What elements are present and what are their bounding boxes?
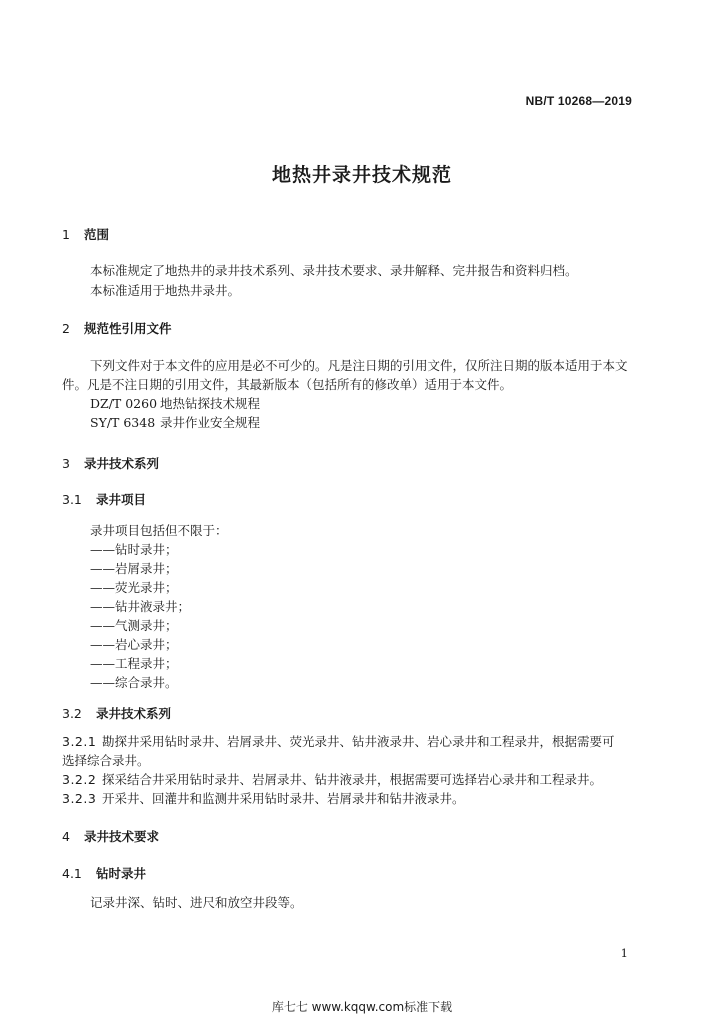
section-title: 规范性引用文件 <box>84 321 172 336</box>
clause-number: 3.2.1 <box>62 734 97 749</box>
refs-intro-line-2: 件。凡是不注日期的引用文件，其最新版本（包括所有的修改单）适用于本文件。 <box>62 377 513 392</box>
section-4-heading <box>62 827 159 845</box>
clause-3-2-2 <box>62 770 602 789</box>
reference-title: 地热钻探技术规程 <box>160 396 261 411</box>
section-title: 录井技术要求 <box>84 829 160 844</box>
clause-text: 勘探井采用钻时录井、岩屑录井、荧光录井、钻井液录井、岩心录井和工程录井，根据需要可 <box>102 734 615 749</box>
document-title: 地热井录井技术规范 <box>271 164 452 186</box>
subsection-title: 钻时录井 <box>96 866 147 881</box>
subsection-title: 录井技术系列 <box>96 706 172 721</box>
clause-text: 开采井、回灌井和监测井采用钻时录井、岩屑录井和钻井液录井。 <box>102 791 465 806</box>
refs-intro-line-1: 下列文件对于本文件的应用是必不可少的。凡是注日期的引用文件，仅所注日期的版本适用于本文 <box>90 358 628 373</box>
drilling-time-logging-text: 记录井深、钻时、进尺和放空井段等。 <box>90 895 303 910</box>
subsection-3-2-heading <box>62 704 171 722</box>
standard-code: NB/T 10268—2019 <box>525 94 632 108</box>
reference-item <box>90 413 260 432</box>
scope-paragraph-2: 本标准适用于地热井录井。 <box>90 283 241 298</box>
section-1-heading <box>62 225 109 243</box>
subsection-3-1-heading <box>62 490 146 508</box>
footer-watermark: 库七七 www.kqqw.com标准下载 <box>271 1000 453 1014</box>
page-number: 1 <box>620 946 628 960</box>
section-3-heading <box>62 454 159 472</box>
list-item: ——气测录井； <box>90 618 178 633</box>
list-item: ——荧光录井； <box>90 580 178 595</box>
reference-code: SY/T 6348 <box>90 415 156 430</box>
clause-number: 3.2.2 <box>62 772 97 787</box>
list-item: ——钻时录井； <box>90 542 178 557</box>
list-item: ——工程录井； <box>90 656 178 671</box>
clause-text: 探采结合井采用钻时录井、岩屑录井、钻井液录井，根据需要可选择岩心录井和工程录井。 <box>102 772 603 787</box>
subsection-number: 3.1 <box>62 492 82 507</box>
section-number: 1 <box>62 227 70 242</box>
scope-paragraph-1: 本标准规定了地热井的录井技术系列、录井技术要求、录井解释、完井报告和资料归档。 <box>90 263 578 278</box>
clause-3-2-1-continuation: 选择综合录井。 <box>62 753 150 768</box>
clause-number: 3.2.3 <box>62 791 97 806</box>
section-number: 3 <box>62 456 70 471</box>
clause-3-2-3 <box>62 789 465 808</box>
subsection-number: 3.2 <box>62 706 82 721</box>
reference-title: 录井作业安全规程 <box>160 415 261 430</box>
section-number: 2 <box>62 321 70 336</box>
list-item: ——岩心录井； <box>90 637 178 652</box>
section-title: 范围 <box>84 227 110 242</box>
section-2-heading <box>62 319 172 337</box>
logging-items-intro: 录井项目包括但不限于： <box>90 523 228 538</box>
subsection-4-1-heading <box>62 864 146 882</box>
section-title: 录井技术系列 <box>84 456 160 471</box>
list-item: ——综合录井。 <box>90 675 178 690</box>
subsection-number: 4.1 <box>62 866 82 881</box>
subsection-title: 录井项目 <box>96 492 147 507</box>
reference-code: DZ/T 0260 <box>90 396 158 411</box>
reference-item <box>90 394 260 413</box>
list-item: ——钻井液录井； <box>90 599 191 614</box>
clause-3-2-1 <box>62 732 615 751</box>
section-number: 4 <box>62 829 70 844</box>
list-item: ——岩屑录井； <box>90 561 178 576</box>
